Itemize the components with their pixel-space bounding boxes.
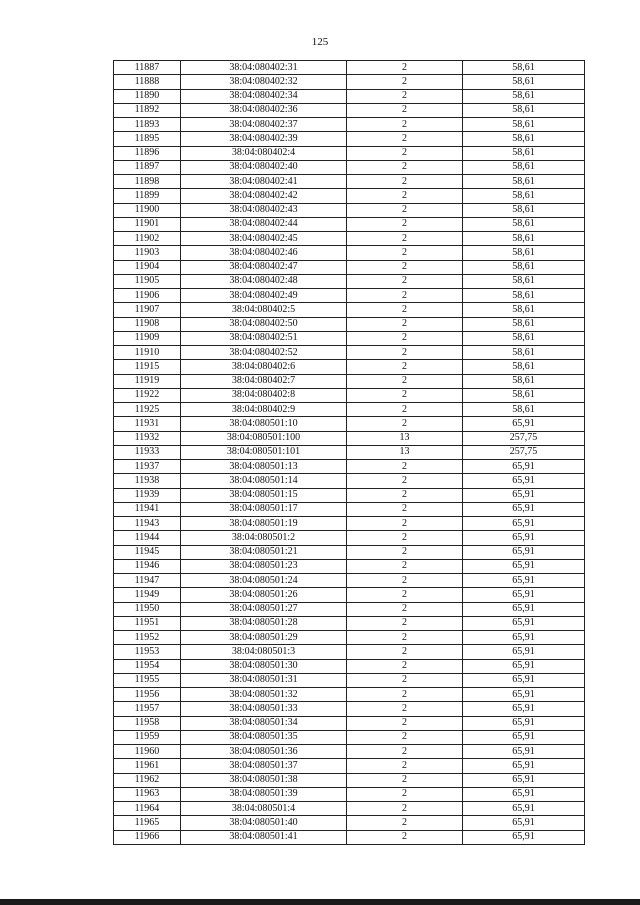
record-number-cell: 11965 (114, 816, 181, 830)
value-cell: 65,91 (463, 730, 585, 744)
quantity-cell: 2 (347, 759, 463, 773)
quantity-cell: 2 (347, 745, 463, 759)
table-row (114, 203, 585, 217)
table-row (114, 118, 585, 132)
quantity-cell: 2 (347, 132, 463, 146)
table-row (114, 374, 585, 388)
record-number-cell: 11964 (114, 802, 181, 816)
cadastral-number-cell: 38:04:080501:23 (181, 559, 347, 573)
value-cell: 58,61 (463, 75, 585, 89)
quantity-cell: 2 (347, 260, 463, 274)
record-number-cell: 11900 (114, 203, 181, 217)
table-row (114, 688, 585, 702)
cadastral-number-cell: 38:04:080501:41 (181, 830, 347, 844)
quantity-cell: 13 (347, 431, 463, 445)
cadastral-number-cell: 38:04:080402:31 (181, 61, 347, 75)
value-cell: 65,91 (463, 602, 585, 616)
record-number-cell: 11949 (114, 588, 181, 602)
quantity-cell: 2 (347, 773, 463, 787)
record-number-cell: 11952 (114, 631, 181, 645)
quantity-cell: 2 (347, 460, 463, 474)
cadastral-number-cell: 38:04:080501:3 (181, 645, 347, 659)
cadastral-number-cell: 38:04:080402:8 (181, 388, 347, 402)
table-row (114, 488, 585, 502)
value-cell: 58,61 (463, 118, 585, 132)
record-number-cell: 11905 (114, 274, 181, 288)
cadastral-number-cell: 38:04:080402:37 (181, 118, 347, 132)
record-number-cell: 11941 (114, 502, 181, 516)
record-number-cell: 11925 (114, 403, 181, 417)
table-row (114, 716, 585, 730)
quantity-cell: 2 (347, 474, 463, 488)
quantity-cell: 2 (347, 502, 463, 516)
cadastral-number-cell: 38:04:080402:41 (181, 175, 347, 189)
value-cell: 65,91 (463, 574, 585, 588)
quantity-cell: 2 (347, 103, 463, 117)
record-number-cell: 11903 (114, 246, 181, 260)
cadastral-number-cell: 38:04:080501:100 (181, 431, 347, 445)
table-row (114, 289, 585, 303)
record-number-cell: 11933 (114, 445, 181, 459)
cadastral-number-cell: 38:04:080501:33 (181, 702, 347, 716)
quantity-cell: 2 (347, 175, 463, 189)
value-cell: 65,91 (463, 702, 585, 716)
value-cell: 58,61 (463, 232, 585, 246)
value-cell: 58,61 (463, 374, 585, 388)
quantity-cell: 2 (347, 317, 463, 331)
cadastral-number-cell: 38:04:080402:36 (181, 103, 347, 117)
quantity-cell: 2 (347, 160, 463, 174)
record-number-cell: 11959 (114, 730, 181, 744)
record-number-cell: 11909 (114, 331, 181, 345)
record-number-cell: 11962 (114, 773, 181, 787)
table-row (114, 232, 585, 246)
cadastral-number-cell: 38:04:080501:2 (181, 531, 347, 545)
quantity-cell: 2 (347, 531, 463, 545)
cadastral-number-cell: 38:04:080402:47 (181, 260, 347, 274)
cadastral-number-cell: 38:04:080501:32 (181, 688, 347, 702)
quantity-cell: 2 (347, 388, 463, 402)
registry-table (113, 60, 585, 845)
table-row (114, 217, 585, 231)
quantity-cell: 2 (347, 673, 463, 687)
quantity-cell: 13 (347, 445, 463, 459)
quantity-cell: 2 (347, 702, 463, 716)
value-cell: 58,61 (463, 246, 585, 260)
quantity-cell: 2 (347, 417, 463, 431)
quantity-cell: 2 (347, 816, 463, 830)
table-row (114, 559, 585, 573)
cadastral-number-cell: 38:04:080501:30 (181, 659, 347, 673)
quantity-cell: 2 (347, 730, 463, 744)
quantity-cell: 2 (347, 346, 463, 360)
record-number-cell: 11897 (114, 160, 181, 174)
cadastral-number-cell: 38:04:080501:26 (181, 588, 347, 602)
record-number-cell: 11901 (114, 217, 181, 231)
cadastral-number-cell: 38:04:080402:48 (181, 274, 347, 288)
quantity-cell: 2 (347, 688, 463, 702)
cadastral-number-cell: 38:04:080501:10 (181, 417, 347, 431)
record-number-cell: 11944 (114, 531, 181, 545)
value-cell: 58,61 (463, 403, 585, 417)
value-cell: 65,91 (463, 787, 585, 801)
cadastral-number-cell: 38:04:080402:42 (181, 189, 347, 203)
cadastral-number-cell: 38:04:080501:19 (181, 517, 347, 531)
table-row (114, 146, 585, 160)
record-number-cell: 11954 (114, 659, 181, 673)
cadastral-number-cell: 38:04:080501:34 (181, 716, 347, 730)
value-cell: 65,91 (463, 502, 585, 516)
quantity-cell: 2 (347, 403, 463, 417)
cadastral-number-cell: 38:04:080402:46 (181, 246, 347, 260)
value-cell: 65,91 (463, 802, 585, 816)
value-cell: 58,61 (463, 103, 585, 117)
table-row (114, 773, 585, 787)
table-row (114, 417, 585, 431)
value-cell: 65,91 (463, 759, 585, 773)
cadastral-number-cell: 38:04:080402:45 (181, 232, 347, 246)
cadastral-number-cell: 38:04:080402:43 (181, 203, 347, 217)
table-row (114, 89, 585, 103)
cadastral-number-cell: 38:04:080501:38 (181, 773, 347, 787)
table-row (114, 730, 585, 744)
record-number-cell: 11953 (114, 645, 181, 659)
value-cell: 65,91 (463, 745, 585, 759)
table-row (114, 403, 585, 417)
value-cell: 58,61 (463, 189, 585, 203)
record-number-cell: 11890 (114, 89, 181, 103)
quantity-cell: 2 (347, 559, 463, 573)
record-number-cell: 11922 (114, 388, 181, 402)
value-cell: 65,91 (463, 773, 585, 787)
quantity-cell: 2 (347, 203, 463, 217)
quantity-cell: 2 (347, 517, 463, 531)
table-row (114, 474, 585, 488)
table-row (114, 531, 585, 545)
record-number-cell: 11899 (114, 189, 181, 203)
value-cell: 65,91 (463, 474, 585, 488)
table-row (114, 360, 585, 374)
table-row (114, 645, 585, 659)
table-row (114, 631, 585, 645)
table-row (114, 588, 585, 602)
scan-edge (0, 899, 640, 905)
table-row (114, 303, 585, 317)
record-number-cell: 11957 (114, 702, 181, 716)
record-number-cell: 11943 (114, 517, 181, 531)
quantity-cell: 2 (347, 189, 463, 203)
value-cell: 65,91 (463, 659, 585, 673)
cadastral-number-cell: 38:04:080402:52 (181, 346, 347, 360)
quantity-cell: 2 (347, 118, 463, 132)
table-row (114, 460, 585, 474)
quantity-cell: 2 (347, 616, 463, 630)
record-number-cell: 11919 (114, 374, 181, 388)
quantity-cell: 2 (347, 146, 463, 160)
quantity-cell: 2 (347, 89, 463, 103)
table-row (114, 830, 585, 844)
quantity-cell: 2 (347, 645, 463, 659)
value-cell: 65,91 (463, 545, 585, 559)
table-row (114, 189, 585, 203)
record-number-cell: 11960 (114, 745, 181, 759)
quantity-cell: 2 (347, 331, 463, 345)
quantity-cell: 2 (347, 488, 463, 502)
cadastral-number-cell: 38:04:080402:50 (181, 317, 347, 331)
record-number-cell: 11946 (114, 559, 181, 573)
table-row (114, 431, 585, 445)
record-number-cell: 11932 (114, 431, 181, 445)
value-cell: 58,61 (463, 160, 585, 174)
record-number-cell: 11939 (114, 488, 181, 502)
record-number-cell: 11902 (114, 232, 181, 246)
quantity-cell: 2 (347, 232, 463, 246)
table-row (114, 317, 585, 331)
record-number-cell: 11910 (114, 346, 181, 360)
table-row (114, 602, 585, 616)
table-row (114, 517, 585, 531)
table-row (114, 502, 585, 516)
value-cell: 257,75 (463, 431, 585, 445)
value-cell: 65,91 (463, 417, 585, 431)
value-cell: 58,61 (463, 61, 585, 75)
table-row (114, 616, 585, 630)
quantity-cell: 2 (347, 659, 463, 673)
table-row (114, 175, 585, 189)
record-number-cell: 11937 (114, 460, 181, 474)
table-row (114, 802, 585, 816)
quantity-cell: 2 (347, 574, 463, 588)
table-row (114, 659, 585, 673)
cadastral-number-cell: 38:04:080501:28 (181, 616, 347, 630)
table-row (114, 103, 585, 117)
record-number-cell: 11907 (114, 303, 181, 317)
record-number-cell: 11895 (114, 132, 181, 146)
table-row (114, 388, 585, 402)
quantity-cell: 2 (347, 830, 463, 844)
table-row (114, 346, 585, 360)
value-cell: 65,91 (463, 816, 585, 830)
cadastral-number-cell: 38:04:080501:39 (181, 787, 347, 801)
quantity-cell: 2 (347, 217, 463, 231)
record-number-cell: 11951 (114, 616, 181, 630)
table-row (114, 75, 585, 89)
value-cell: 65,91 (463, 559, 585, 573)
table-row (114, 745, 585, 759)
cadastral-number-cell: 38:04:080402:6 (181, 360, 347, 374)
quantity-cell: 2 (347, 545, 463, 559)
cadastral-number-cell: 38:04:080501:15 (181, 488, 347, 502)
value-cell: 257,75 (463, 445, 585, 459)
table-row (114, 673, 585, 687)
cadastral-number-cell: 38:04:080501:24 (181, 574, 347, 588)
quantity-cell: 2 (347, 602, 463, 616)
cadastral-number-cell: 38:04:080501:101 (181, 445, 347, 459)
cadastral-number-cell: 38:04:080402:34 (181, 89, 347, 103)
record-number-cell: 11915 (114, 360, 181, 374)
cadastral-number-cell: 38:04:080402:32 (181, 75, 347, 89)
value-cell: 65,91 (463, 673, 585, 687)
cadastral-number-cell: 38:04:080402:40 (181, 160, 347, 174)
table-row (114, 445, 585, 459)
record-number-cell: 11938 (114, 474, 181, 488)
record-number-cell: 11908 (114, 317, 181, 331)
cadastral-number-cell: 38:04:080501:37 (181, 759, 347, 773)
quantity-cell: 2 (347, 75, 463, 89)
value-cell: 58,61 (463, 217, 585, 231)
quantity-cell: 2 (347, 360, 463, 374)
cadastral-number-cell: 38:04:080402:9 (181, 403, 347, 417)
value-cell: 58,61 (463, 175, 585, 189)
value-cell: 65,91 (463, 631, 585, 645)
value-cell: 65,91 (463, 716, 585, 730)
table-row (114, 787, 585, 801)
value-cell: 65,91 (463, 830, 585, 844)
record-number-cell: 11904 (114, 260, 181, 274)
record-number-cell: 11966 (114, 830, 181, 844)
record-number-cell: 11887 (114, 61, 181, 75)
value-cell: 58,61 (463, 317, 585, 331)
value-cell: 58,61 (463, 360, 585, 374)
record-number-cell: 11963 (114, 787, 181, 801)
value-cell: 58,61 (463, 132, 585, 146)
value-cell: 65,91 (463, 645, 585, 659)
cadastral-number-cell: 38:04:080501:4 (181, 802, 347, 816)
table-row (114, 702, 585, 716)
table-row (114, 816, 585, 830)
table-row (114, 132, 585, 146)
record-number-cell: 11958 (114, 716, 181, 730)
table-row (114, 545, 585, 559)
cadastral-number-cell: 38:04:080402:49 (181, 289, 347, 303)
value-cell: 65,91 (463, 517, 585, 531)
value-cell: 65,91 (463, 460, 585, 474)
table-row (114, 274, 585, 288)
record-number-cell: 11956 (114, 688, 181, 702)
value-cell: 65,91 (463, 488, 585, 502)
record-number-cell: 11961 (114, 759, 181, 773)
record-number-cell: 11893 (114, 118, 181, 132)
quantity-cell: 2 (347, 716, 463, 730)
cadastral-number-cell: 38:04:080501:27 (181, 602, 347, 616)
page-number: 125 (311, 36, 329, 48)
record-number-cell: 11888 (114, 75, 181, 89)
cadastral-number-cell: 38:04:080501:40 (181, 816, 347, 830)
cadastral-number-cell: 38:04:080501:31 (181, 673, 347, 687)
cadastral-number-cell: 38:04:080402:7 (181, 374, 347, 388)
cadastral-number-cell: 38:04:080402:5 (181, 303, 347, 317)
value-cell: 58,61 (463, 260, 585, 274)
cadastral-number-cell: 38:04:080501:13 (181, 460, 347, 474)
cadastral-number-cell: 38:04:080501:36 (181, 745, 347, 759)
record-number-cell: 11950 (114, 602, 181, 616)
quantity-cell: 2 (347, 61, 463, 75)
record-number-cell: 11896 (114, 146, 181, 160)
record-number-cell: 11892 (114, 103, 181, 117)
quantity-cell: 2 (347, 289, 463, 303)
quantity-cell: 2 (347, 274, 463, 288)
cadastral-number-cell: 38:04:080402:39 (181, 132, 347, 146)
quantity-cell: 2 (347, 303, 463, 317)
quantity-cell: 2 (347, 374, 463, 388)
table-row (114, 759, 585, 773)
cadastral-number-cell: 38:04:080402:44 (181, 217, 347, 231)
record-number-cell: 11955 (114, 673, 181, 687)
value-cell: 58,61 (463, 89, 585, 103)
value-cell: 65,91 (463, 688, 585, 702)
cadastral-number-cell: 38:04:080501:14 (181, 474, 347, 488)
table-row (114, 331, 585, 345)
value-cell: 58,61 (463, 331, 585, 345)
table-row (114, 260, 585, 274)
cadastral-number-cell: 38:04:080501:17 (181, 502, 347, 516)
cadastral-number-cell: 38:04:080501:21 (181, 545, 347, 559)
value-cell: 58,61 (463, 274, 585, 288)
record-number-cell: 11947 (114, 574, 181, 588)
cadastral-number-cell: 38:04:080402:4 (181, 146, 347, 160)
value-cell: 65,91 (463, 531, 585, 545)
value-cell: 58,61 (463, 146, 585, 160)
value-cell: 58,61 (463, 303, 585, 317)
record-number-cell: 11931 (114, 417, 181, 431)
record-number-cell: 11945 (114, 545, 181, 559)
cadastral-number-cell: 38:04:080402:51 (181, 331, 347, 345)
table-row (114, 160, 585, 174)
quantity-cell: 2 (347, 246, 463, 260)
quantity-cell: 2 (347, 588, 463, 602)
table-body (114, 61, 585, 845)
table-row (114, 61, 585, 75)
record-number-cell: 11898 (114, 175, 181, 189)
value-cell: 58,61 (463, 346, 585, 360)
cadastral-number-cell: 38:04:080501:29 (181, 631, 347, 645)
table-row (114, 246, 585, 260)
table-row (114, 574, 585, 588)
value-cell: 65,91 (463, 616, 585, 630)
record-number-cell: 11906 (114, 289, 181, 303)
value-cell: 58,61 (463, 203, 585, 217)
value-cell: 58,61 (463, 388, 585, 402)
value-cell: 65,91 (463, 588, 585, 602)
quantity-cell: 2 (347, 787, 463, 801)
value-cell: 58,61 (463, 289, 585, 303)
quantity-cell: 2 (347, 802, 463, 816)
cadastral-number-cell: 38:04:080501:35 (181, 730, 347, 744)
quantity-cell: 2 (347, 631, 463, 645)
